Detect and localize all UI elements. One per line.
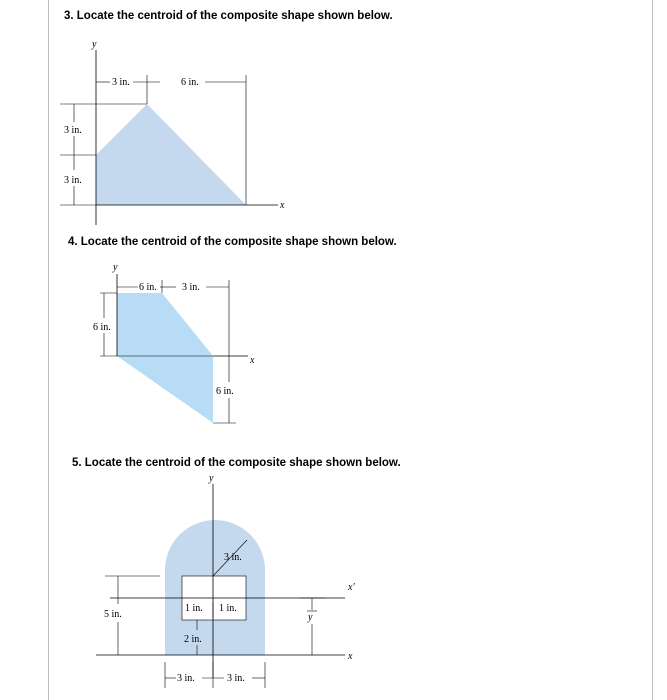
figure-4-dim-top-left: 6 in. <box>139 282 157 293</box>
figure-5-dim-hole-bottom: 2 in. <box>184 634 202 645</box>
figure-3-y-axis-label: y <box>92 39 97 50</box>
problem-5-heading: 5. Locate the centroid of the composite shape shown below. <box>72 457 401 469</box>
figure-3-x-axis-label: x <box>280 200 285 211</box>
figure-4-dim-right-lower: 6 in. <box>216 386 234 397</box>
figure-4-dim-left: 6 in. <box>93 322 111 333</box>
figure-4-x-axis-label: x <box>250 355 255 366</box>
figure-5 <box>96 473 355 688</box>
figure-5-dim-bottom-right: 3 in. <box>227 673 245 684</box>
figure-4-y-axis-label: y <box>113 262 118 273</box>
figure-3-shape <box>96 104 246 205</box>
figure-3-dim-left-lower: 3 in. <box>64 175 82 186</box>
figure-5-y-axis-label: y <box>209 473 214 484</box>
figure-5-x-prime-axis-label: x′ <box>348 582 355 593</box>
figure-5-dim-bottom-left: 3 in. <box>177 673 195 684</box>
figure-5-dim-hole-right: 1 in. <box>219 603 237 614</box>
figure-5-x-axis-label: x <box>348 651 353 662</box>
figure-5-dim-hole-left: 1 in. <box>185 603 203 614</box>
problem-3-heading: 3. Locate the centroid of the composite shape shown below. <box>64 10 393 22</box>
figure-5-dim-radius: 3 in. <box>224 552 242 563</box>
figure-5-dim-ybar: y <box>308 612 313 623</box>
figure-3-dim-top-right: 6 in. <box>181 77 199 88</box>
problem-4-heading: 4. Locate the centroid of the composite shape shown below. <box>68 236 397 248</box>
figure-3 <box>60 39 285 225</box>
figure-3-dim-top-left: 3 in. <box>112 77 130 88</box>
figure-4-shape <box>117 293 213 423</box>
figure-4-dim-top-right: 3 in. <box>182 282 200 293</box>
figure-3-dim-left-upper: 3 in. <box>64 125 82 136</box>
figure-5-dim-left-height: 5 in. <box>104 609 122 620</box>
figure-4 <box>93 262 255 423</box>
